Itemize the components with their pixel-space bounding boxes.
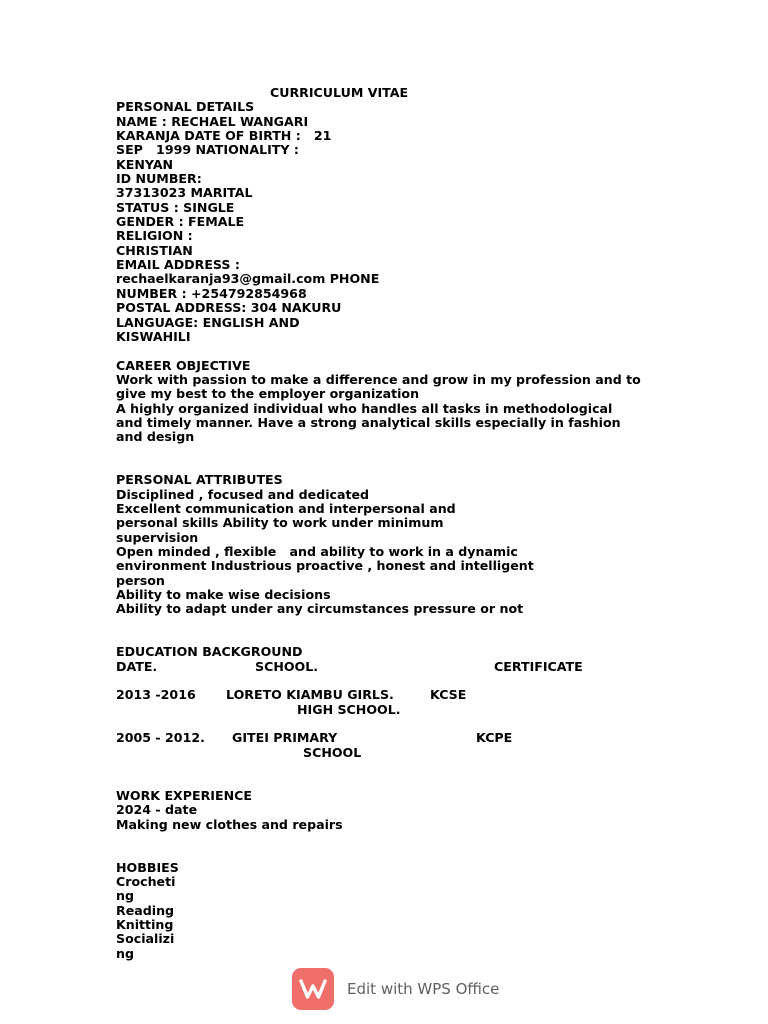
personal-attribute-line: Ability to make wise decisions (116, 587, 331, 603)
personal-detail-line: GENDER : FEMALE (116, 214, 245, 230)
education-entry-date: 2005 - 2012. (116, 730, 205, 746)
personal-details-section (116, 115, 716, 345)
hobby-line: Reading (116, 902, 175, 918)
education-entry (116, 731, 716, 760)
personal-detail-line: RELIGION : (116, 228, 193, 244)
education-entry-school-continued: SCHOOL (303, 744, 362, 760)
personal-detail-line: STATUS : SINGLE (116, 199, 235, 215)
wps-logo-icon (292, 968, 334, 1010)
education-entry-date: 2013 -2016 (116, 687, 196, 703)
spacer (116, 445, 716, 459)
career-objective-section (116, 373, 716, 445)
personal-attributes-section (116, 488, 716, 617)
cv-document (116, 86, 716, 961)
personal-detail-line: EMAIL ADDRESS : (116, 257, 240, 273)
career-objective-line: Work with passion to make a difference and grow in my profession and to (116, 371, 641, 387)
personal-detail-line: SEP 1999 NATIONALITY : (116, 142, 299, 158)
personal-attribute-line: Ability to adapt under any circumstances pressure or not (116, 601, 524, 617)
education-entry-school: LORETO KIAMBU GIRLS. (226, 687, 394, 703)
work-experience-line: Making new clothes and repairs (116, 816, 343, 832)
education-entry-row (116, 688, 716, 702)
career-objective-line: A highly organized individual who handles all tasks in methodological (116, 400, 613, 416)
hobby-line: ng (116, 888, 134, 904)
education-entry-certificate: KCSE (430, 687, 467, 703)
personal-detail-line: NAME : RECHAEL WANGARI (116, 113, 309, 129)
personal-detail-line: rechaelkaranja93@gmail.com PHONE (116, 271, 380, 287)
personal-attribute-line: supervision (116, 529, 199, 545)
personal-attributes-heading: PERSONAL ATTRIBUTES (116, 472, 283, 488)
work-experience-section (116, 803, 716, 832)
personal-detail-line: ID NUMBER: (116, 171, 202, 187)
career-objective-line: give my best to the employer organization (116, 386, 420, 402)
spacer (116, 760, 716, 774)
personal-detail-line: POSTAL ADDRESS: 304 NAKURU (116, 300, 342, 316)
personal-attribute-line: Open minded , flexible and ability to work in a dynamic (116, 544, 518, 559)
edit-with-wps-label: Edit with WPS Office (347, 980, 500, 998)
education-entry-school: GITEI PRIMARY (232, 730, 338, 746)
work-experience-heading: WORK EXPERIENCE (116, 787, 252, 803)
personal-detail-line: KARANJA DATE OF BIRTH : 21 (116, 128, 332, 144)
spacer (116, 631, 716, 645)
education-entry (116, 688, 716, 717)
personal-detail-line: KENYAN (116, 156, 174, 172)
spacer (116, 459, 716, 473)
education-heading: EDUCATION BACKGROUND (116, 644, 303, 660)
cv-title: CURRICULUM VITAE (270, 85, 409, 100)
education-entry-row (116, 746, 716, 760)
spacer (116, 846, 716, 860)
hobbies-section (116, 875, 716, 961)
education-date-header: DATE. (116, 658, 158, 674)
personal-detail-line: KISWAHILI (116, 328, 191, 344)
spacer (116, 617, 716, 631)
education-school-header: SCHOOL. (255, 658, 319, 674)
personal-detail-line: CHRISTIAN (116, 242, 193, 258)
hobbies-heading: HOBBIES (116, 859, 179, 875)
spacer (116, 717, 716, 731)
spacer (116, 832, 716, 846)
personal-detail-line: LANGUAGE: ENGLISH AND (116, 314, 300, 330)
education-column-headers (116, 660, 716, 674)
education-entry-row (116, 703, 716, 717)
education-entry-certificate: KCPE (476, 730, 513, 746)
spacer (116, 674, 716, 688)
education-entry-row (116, 731, 716, 745)
career-objective-line: and timely manner. Have a strong analytical skills especially in fashion (116, 414, 621, 430)
personal-attribute-line: person (116, 572, 165, 588)
personal-attribute-line: Disciplined , focused and dedicated (116, 486, 370, 502)
career-objective-heading: CAREER OBJECTIVE (116, 357, 251, 373)
personal-attribute-line: environment Industrious proactive , honest and intelligent (116, 558, 534, 574)
education-entry-school-continued: HIGH SCHOOL. (297, 701, 401, 717)
hobby-line: ng (116, 945, 134, 961)
spacer (116, 775, 716, 789)
personal-attribute-line: personal skills Ability to work under minimum (116, 515, 444, 531)
hobby-line: Knitting (116, 916, 174, 932)
personal-details-heading: PERSONAL DETAILS (116, 99, 255, 115)
education-certificate-header: CERTIFICATE (494, 658, 583, 674)
hobby-line: Socializi (116, 931, 175, 947)
personal-detail-line: NUMBER : +254792854968 (116, 285, 307, 301)
work-experience-line: 2024 - date (116, 802, 198, 818)
personal-detail-line: 37313023 MARITAL (116, 185, 253, 201)
career-objective-line: and design (116, 429, 195, 445)
spacer (116, 344, 716, 358)
hobby-line: Crocheti (116, 873, 176, 889)
edit-with-wps-button[interactable] (292, 968, 499, 1010)
personal-attribute-line: Excellent communication and interpersonal and (116, 500, 456, 516)
